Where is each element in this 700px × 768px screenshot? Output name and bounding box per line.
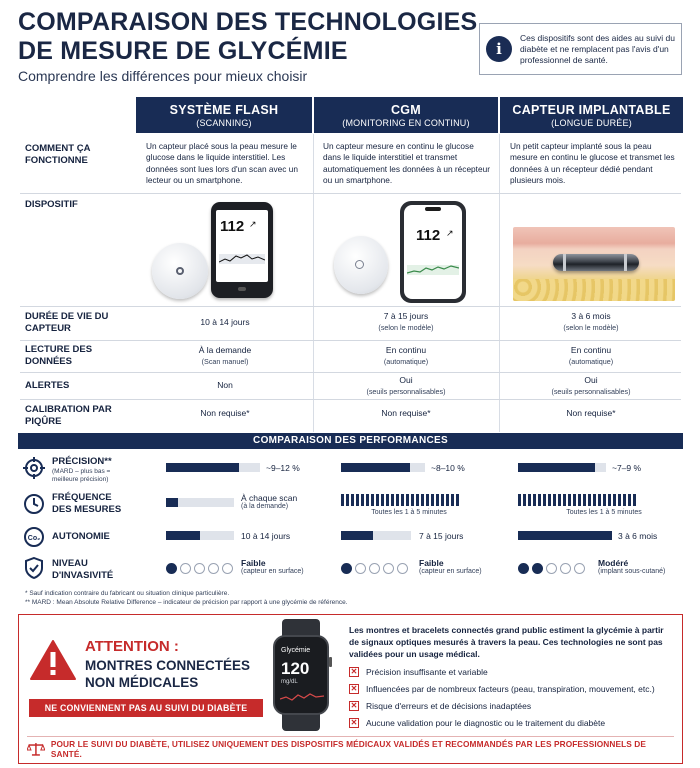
reader-graph — [219, 246, 265, 272]
frequency-tick — [431, 494, 434, 506]
column-title: CAPTEUR IMPLANTABLE — [512, 102, 671, 117]
perf-label-text: PRÉCISION** — [52, 456, 112, 467]
perf-label-precision — [52, 456, 132, 484]
frequency-ticks-implant — [518, 494, 636, 506]
list-item — [349, 697, 655, 714]
cell-sub: (seuils personnalisables) — [551, 387, 631, 396]
invasivity-dot — [180, 563, 191, 574]
list-item — [349, 714, 655, 731]
phone-value: 112 — [416, 227, 441, 244]
column-subtitle: (LONGUE DURÉE) — [551, 117, 632, 128]
autonomy-bar-flash — [166, 531, 234, 540]
page-subtitle: Comprendre les différences pour mieux choisir — [18, 68, 308, 84]
invasivity-dot — [208, 563, 219, 574]
column-title: CGM — [390, 102, 422, 117]
row-divider — [20, 306, 681, 307]
frequency-tick — [456, 494, 459, 506]
frequency-tick — [568, 494, 571, 506]
column-header-flash — [136, 97, 312, 133]
frequency-tick — [608, 494, 611, 506]
smartwatch-image — [271, 619, 331, 731]
frequency-tick — [588, 494, 591, 506]
cell-reading-flash — [140, 345, 310, 367]
phone-graph — [407, 255, 459, 285]
bar-fill — [341, 531, 373, 540]
frequency-tick — [396, 494, 399, 506]
perf-label-autonomy: AUTONOMIE — [52, 531, 110, 542]
frequency-tick — [623, 494, 626, 506]
warning-footer — [27, 741, 674, 757]
frequency-ticks-cgm — [341, 494, 459, 506]
x-mark-icon: ✕ — [350, 666, 358, 676]
frequency-tick — [346, 494, 349, 506]
frequency-value-implant: Toutes les 1 à 5 minutes — [566, 509, 642, 516]
autonomy-value-flash: 10 à 14 jours — [241, 531, 291, 541]
autonomy-value-cgm: 7 à 15 jours — [419, 531, 464, 541]
info-text: Ces dispositifs sont des aides au suivi du diabète et ne remplacent pas l'avis d'un professionnel de santé. — [520, 32, 675, 65]
frequency-tick — [518, 494, 521, 506]
frequency-tick — [356, 494, 359, 506]
warning-footer-text: POUR LE SUIVI DU DIABÈTE, UTILISEZ UNIQUEMENT DES DISPOSITIFS MÉDICAUX VALIDÉS ET RECOMMANDÉS PAR LES PROFESSIONNELS DE SANTÉ. — [50, 739, 647, 759]
frequency-tick — [593, 494, 596, 506]
warning-subtitle-line-1: MONTRES CONNECTÉES — [85, 658, 251, 673]
cell-sub: (selon le modèle) — [378, 323, 434, 332]
frequency-tick — [421, 494, 424, 506]
perf-label-invasivity: NIVEAU D'INVASIVITÉ — [52, 558, 114, 581]
value-sub: (capteur en surface) — [241, 568, 304, 575]
cell-calibration-flash: Non requise* — [200, 408, 250, 418]
cell-sub: (Scan manuel) — [201, 357, 249, 366]
column-title: SYSTÈME FLASH — [169, 102, 279, 117]
autonomy-value-implant: 3 à 6 mois — [618, 531, 658, 541]
cell-alerts-cgm — [316, 375, 496, 397]
frequency-tick — [633, 494, 636, 506]
cell-sub: (automatique) — [568, 357, 614, 366]
column-header-cgm — [314, 97, 498, 133]
precision-bar-flash — [166, 463, 260, 472]
cell-lifetime-flash — [140, 317, 310, 328]
warning-triangle-icon — [29, 639, 77, 681]
value-sub: (à la demande) — [241, 503, 289, 510]
info-box — [479, 23, 682, 75]
cell-sub: (automatique) — [383, 357, 429, 366]
cell-how-cgm: Un capteur mesure en continu le glucose dans le liquide interstitiel et transmet automatiquement les données à un récepteur ou un smartphone. — [323, 141, 490, 185]
frequency-tick — [538, 494, 541, 506]
list-item-text: Aucune validation pour le diagnostic ou le traitement du diabète — [366, 717, 606, 728]
page-title — [18, 8, 477, 66]
row-divider — [20, 372, 681, 373]
cell-main: À la demande — [198, 345, 252, 355]
invasivity-dots-flash — [166, 563, 233, 574]
frequency-tick — [603, 494, 606, 506]
invasivity-dot — [560, 563, 571, 574]
cell-calibration-implant: Non requise* — [566, 408, 616, 418]
frequency-tick — [386, 494, 389, 506]
cell-lifetime-implant — [502, 311, 680, 333]
shield-check-icon — [23, 557, 45, 579]
list-item-text: Risque d'erreurs et de décisions inadaptées — [366, 700, 532, 711]
performance-title: COMPARAISON DES PERFORMANCES — [18, 433, 683, 449]
balance-scale-icon — [27, 742, 45, 756]
invasivity-dot — [546, 563, 557, 574]
frequency-tick — [366, 494, 369, 506]
invasivity-dot — [355, 563, 366, 574]
frequency-tick — [613, 494, 616, 506]
value-main: Faible — [419, 558, 444, 568]
warning-box — [18, 614, 683, 764]
invasivity-value-flash — [241, 558, 304, 575]
cell-alerts-flash — [140, 380, 310, 391]
column-divider — [499, 134, 500, 432]
cell-main: En continu — [385, 345, 427, 355]
cell-how-flash: Un capteur placé sous la peau mesure le glucose dans le liquide interstitiel. Les données sont lues lors d'un scan avec un lecteur ou un smartphone. — [146, 141, 298, 185]
co2-icon — [23, 526, 45, 548]
warning-divider — [27, 736, 674, 737]
cell-calibration-cgm: Non requise* — [381, 408, 431, 418]
row-label-reading: LECTURE DES DONNÉES — [25, 344, 93, 367]
frequency-tick — [528, 494, 531, 506]
x-mark-icon: ✕ — [350, 683, 358, 693]
invasivity-dot — [518, 563, 529, 574]
frequency-tick — [436, 494, 439, 506]
frequency-tick — [563, 494, 566, 506]
invasivity-dots-implant — [518, 563, 585, 574]
list-item — [349, 663, 655, 680]
frequency-tick — [548, 494, 551, 506]
frequency-tick — [618, 494, 621, 506]
frequency-tick — [426, 494, 429, 506]
value-main: Modéré — [598, 558, 629, 568]
list-item-text: Précision insuffisante et variable — [366, 666, 488, 677]
watch-value: 120 — [281, 659, 310, 678]
value-main: Faible — [241, 558, 266, 568]
cgm-sensor-image — [334, 236, 388, 294]
trend-arrow-icon: ↗ — [249, 219, 257, 229]
cell-alerts-implant — [502, 375, 680, 397]
frequency-tick — [451, 494, 454, 506]
invasivity-dot — [341, 563, 352, 574]
warning-subtitle — [85, 657, 250, 691]
cell-reading-cgm — [316, 345, 496, 367]
frequency-tick — [598, 494, 601, 506]
footnote-2: ** MARD : Mean Absolute Relative Difference – indicateur de précision par rapport à une glycémie de référence. — [25, 599, 348, 606]
watch-unit: mg/dL — [281, 679, 298, 685]
frequency-tick — [361, 494, 364, 506]
warning-title: ATTENTION : — [85, 638, 179, 655]
row-label-device: DISPOSITIF — [25, 199, 78, 210]
bar-fill — [341, 463, 410, 472]
row-label-alerts: ALERTES — [25, 380, 70, 391]
autonomy-bar-cgm — [341, 531, 411, 540]
frequency-tick — [441, 494, 444, 506]
value-main: À chaque scan — [241, 493, 298, 503]
trend-arrow-icon: ↗ — [446, 228, 454, 238]
frequency-tick — [351, 494, 354, 506]
row-label-calibration: CALIBRATION PAR PIQÛRE — [25, 404, 112, 427]
precision-value-implant: ~7–9 % — [612, 463, 642, 473]
implant-image — [513, 227, 675, 301]
frequency-tick — [583, 494, 586, 506]
frequency-tick — [628, 494, 631, 506]
frequency-tick — [401, 494, 404, 506]
info-circle-icon: i — [486, 36, 512, 62]
invasivity-dot — [383, 563, 394, 574]
invasivity-value-cgm — [419, 558, 482, 575]
row-divider — [20, 193, 681, 194]
cell-main: Non — [217, 380, 233, 390]
warning-list — [349, 663, 655, 731]
row-divider — [20, 399, 681, 400]
clock-icon — [23, 493, 45, 515]
frequency-tick — [558, 494, 561, 506]
precision-value-cgm: ~8–10 % — [431, 463, 465, 473]
invasivity-dot — [532, 563, 543, 574]
row-label-how: COMMENT ÇA FONCTIONNE — [25, 143, 91, 166]
frequency-tick — [553, 494, 556, 506]
cell-main: Oui — [584, 375, 598, 385]
cell-sub: (seuils personnalisables) — [366, 387, 446, 396]
frequency-tick — [416, 494, 419, 506]
list-item — [349, 680, 655, 697]
precision-bar-cgm — [341, 463, 425, 472]
frequency-value-cgm: Toutes les 1 à 5 minutes — [371, 509, 447, 516]
warning-subtitle-line-2: NON MÉDICALES — [85, 675, 199, 690]
invasivity-dot — [166, 563, 177, 574]
row-label-lifetime — [25, 311, 120, 335]
perf-label-frequency: FRÉQUENCE DES MESURES — [52, 492, 122, 515]
column-divider — [313, 134, 314, 432]
row-label-text: DURÉE DE VIE DU CAPTEUR — [25, 311, 109, 334]
flash-reader-image — [211, 202, 273, 298]
cell-main: 10 à 14 jours — [200, 317, 250, 327]
frequency-tick — [391, 494, 394, 506]
warning-intro: Les montres et bracelets connectés grand public estiment la glycémie à partir de signaux optiques mesurés à travers la peau. Ces technologies ne sont pas validées pour un usage médical. — [349, 625, 664, 659]
value-sub: (implant sous-cutané) — [598, 568, 666, 575]
frequency-tick — [406, 494, 409, 506]
frequency-tick — [573, 494, 576, 506]
invasivity-dot — [574, 563, 585, 574]
invasivity-dot — [369, 563, 380, 574]
cell-lifetime-cgm — [316, 311, 496, 333]
frequency-tick — [341, 494, 344, 506]
autonomy-bar-implant — [518, 531, 612, 540]
column-subtitle: (MONITORING EN CONTINU) — [342, 117, 470, 128]
frequency-tick — [578, 494, 581, 506]
invasivity-value-implant — [598, 558, 665, 575]
row-divider — [20, 340, 681, 341]
frequency-tick — [523, 494, 526, 506]
frequency-bar-flash — [166, 498, 234, 507]
precision-bar-implant — [518, 463, 606, 472]
x-mark-icon: ✕ — [350, 717, 358, 727]
frequency-tick — [543, 494, 546, 506]
bar-fill — [166, 463, 239, 472]
frequency-value-flash — [241, 493, 297, 510]
cgm-phone-image — [400, 201, 466, 303]
watch-label: Glycémie — [281, 647, 311, 654]
bar-fill — [518, 463, 595, 472]
invasivity-dot — [397, 563, 408, 574]
frequency-tick — [376, 494, 379, 506]
frequency-tick — [446, 494, 449, 506]
cell-sub: (selon le modèle) — [563, 323, 619, 332]
invasivity-dots-cgm — [341, 563, 408, 574]
svg-text:Co₂: Co₂ — [27, 535, 41, 542]
x-mark-icon: ✕ — [350, 700, 358, 710]
frequency-tick — [381, 494, 384, 506]
column-subtitle: (SCANNING) — [196, 117, 252, 128]
cell-main: 3 à 6 mois — [571, 311, 611, 321]
cell-main: En continu — [570, 345, 612, 355]
cell-how-implant: Un petit capteur implanté sous la peau mesure en continu le glucose et transmet les données à un récepteur dédié pendant plusieurs mois. — [510, 141, 675, 185]
footnote-1: * Sauf indication contraire du fabricant ou situation clinique particulière. — [25, 590, 230, 597]
list-item-text: Influencées par de nombreux facteurs (peau, transpiration, mouvement, etc.) — [366, 683, 655, 694]
flash-sensor-image — [152, 243, 208, 299]
frequency-tick — [533, 494, 536, 506]
value-sub: (capteur en surface) — [419, 568, 482, 575]
frequency-tick — [411, 494, 414, 506]
frequency-tick — [371, 494, 374, 506]
bar-fill — [518, 531, 612, 540]
perf-note: (MARD – plus bas = meilleure précision) — [52, 468, 111, 483]
cell-reading-implant — [502, 345, 680, 367]
cell-main: 7 à 15 jours — [383, 311, 429, 321]
precision-value-flash: ~9–12 % — [266, 463, 300, 473]
title-line-1: COMPARAISON DES TECHNOLOGIES — [18, 8, 478, 36]
column-header-implant — [500, 97, 683, 133]
watch-graph — [280, 689, 324, 705]
bar-fill — [166, 531, 200, 540]
invasivity-dot — [222, 563, 233, 574]
target-icon — [23, 457, 45, 479]
cell-main: Oui — [399, 375, 413, 385]
title-line-2: DE MESURE DE GLYCÉMIE — [18, 37, 348, 65]
warning-pill: NE CONVIENNENT PAS AU SUIVI DU DIABÈTE — [29, 699, 263, 717]
reader-value: 112 — [220, 218, 245, 235]
invasivity-dot — [194, 563, 205, 574]
